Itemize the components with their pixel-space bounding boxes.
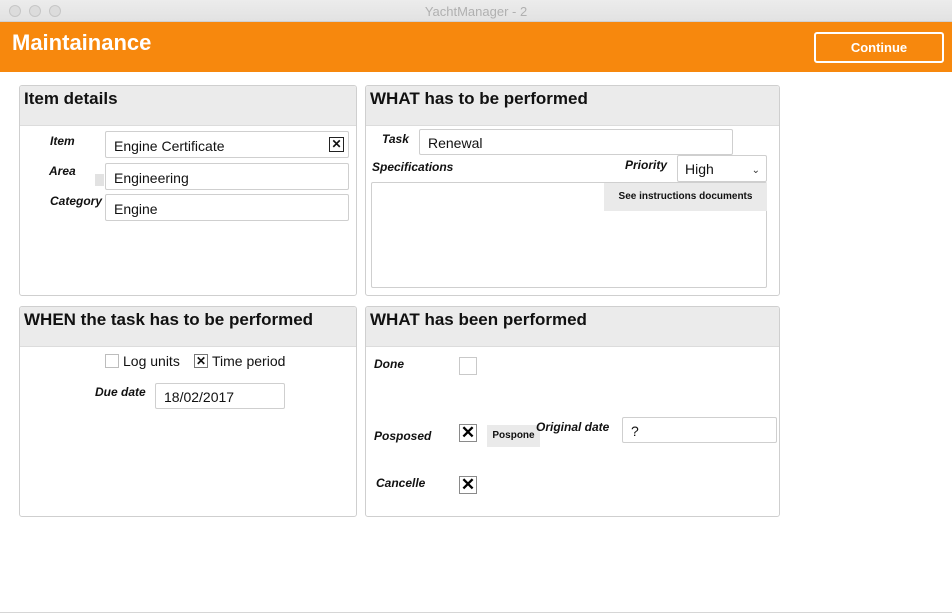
item-value: Engine Certificate: [114, 138, 225, 154]
done-label: Done: [374, 357, 404, 371]
time-period-label: Time period: [212, 353, 286, 369]
priority-value: High: [685, 161, 714, 177]
due-date-value: 18/02/2017: [164, 389, 235, 405]
log-units-label: Log units: [123, 353, 180, 369]
cancelle-checkbox[interactable]: ✕: [460, 475, 476, 494]
specifications-label: Specifications: [372, 160, 454, 174]
priority-select[interactable]: [677, 155, 767, 182]
see-instructions-button[interactable]: See instructions documents: [604, 183, 767, 211]
time-period-checkbox[interactable]: ✕: [195, 354, 207, 368]
task-label: Task: [382, 132, 409, 146]
category-field[interactable]: [105, 194, 349, 221]
item-details-panel: [19, 85, 357, 296]
item-details-title: Item details: [24, 89, 118, 108]
been-performed-panel: [365, 306, 780, 517]
item-field[interactable]: [105, 131, 349, 158]
original-date-field[interactable]: [622, 417, 777, 443]
page-title: Maintainance: [12, 30, 152, 55]
due-date-label: Due date: [95, 385, 146, 399]
cancelle-label: Cancelle: [376, 476, 426, 490]
what-to-perform-panel: [365, 85, 780, 296]
original-date-label: Original date: [536, 420, 610, 434]
area-value: Engineering: [114, 170, 189, 186]
category-label: Category: [50, 194, 103, 208]
what-to-perform-title: WHAT has to be performed: [370, 89, 588, 108]
area-label: Area: [49, 164, 76, 178]
task-field[interactable]: [419, 129, 733, 155]
priority-label: Priority: [625, 158, 668, 172]
clear-item-icon[interactable]: ✕: [329, 137, 344, 152]
bottom-divider: [0, 612, 952, 613]
header-bar: [0, 22, 952, 72]
log-units-checkbox[interactable]: [105, 354, 119, 368]
window-title: YachtManager - 2: [424, 4, 528, 19]
area-stub: [95, 174, 104, 186]
item-label: Item: [50, 134, 75, 148]
original-date-value: ?: [631, 423, 639, 439]
task-value: Renewal: [428, 135, 483, 151]
when-title: WHEN the task has to be performed: [24, 310, 314, 329]
continue-button[interactable]: Continue: [814, 32, 944, 63]
chevron-down-icon: ⌄: [751, 165, 760, 176]
when-panel: [19, 306, 357, 517]
area-field[interactable]: [105, 163, 349, 190]
due-date-field[interactable]: [155, 383, 285, 409]
category-value: Engine: [114, 201, 158, 217]
posposed-label: Posposed: [374, 429, 432, 443]
done-checkbox[interactable]: [459, 357, 477, 375]
title-bar: [0, 0, 952, 22]
pospone-button[interactable]: Pospone: [487, 425, 540, 447]
been-performed-title: WHAT has been performed: [370, 310, 587, 329]
posposed-checkbox[interactable]: ✕: [460, 423, 476, 442]
